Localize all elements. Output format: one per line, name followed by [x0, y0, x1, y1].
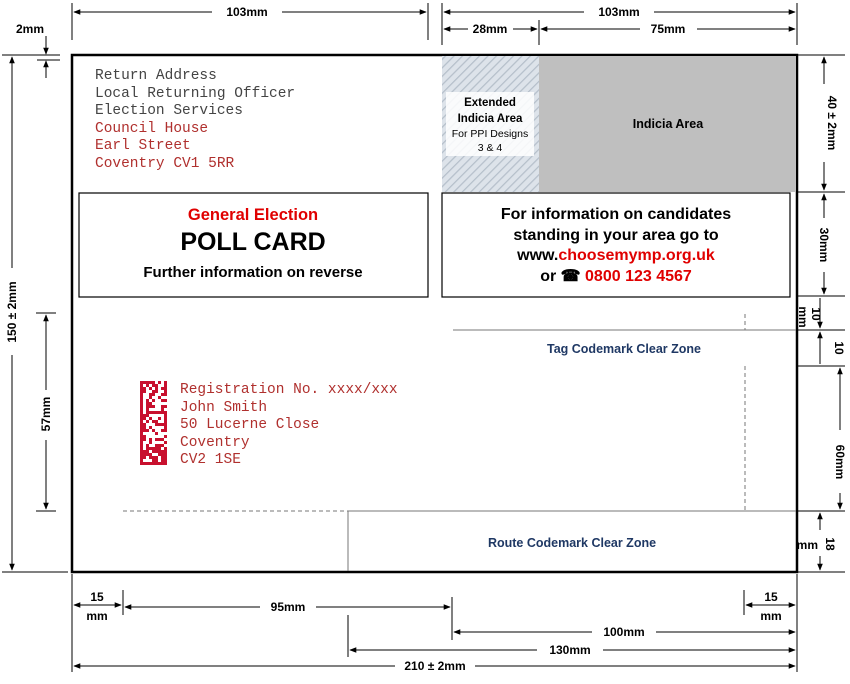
dimension-address-zone-height [833, 368, 847, 509]
svg-text:mm: mm [760, 609, 782, 623]
svg-text:10: 10 [809, 307, 823, 321]
svg-text:mm: mm [796, 306, 810, 328]
phone-icon: ☎ [560, 268, 581, 285]
extended-indicia-label-4: 3 & 4 [477, 142, 503, 154]
indicia-area-label: Indicia Area [632, 117, 704, 131]
svg-text:100mm: 100mm [603, 625, 645, 639]
svg-text:2mm: 2mm [16, 22, 45, 36]
dimension-top-right-width [442, 3, 797, 45]
svg-text:15: 15 [764, 590, 778, 604]
dimension-top-left-width [72, 3, 428, 40]
svg-text:Election Services: Election Services [95, 103, 243, 119]
svg-text:Coventry: Coventry [180, 435, 250, 451]
dimension-address-height [36, 313, 56, 511]
svg-text:40 ± 2mm: 40 ± 2mm [825, 95, 839, 151]
dimension-tag-zone-gaps [796, 298, 846, 366]
svg-text:CV2 1SE: CV2 1SE [180, 452, 241, 468]
dimension-card-width [74, 659, 795, 673]
svg-text:Registration No. xxxx/xxx: Registration No. xxxx/xxx [180, 382, 398, 398]
extended-indicia-label-3: For PPI Designs [451, 128, 529, 140]
svg-text:50 Lucerne Close: 50 Lucerne Close [180, 417, 320, 433]
dimension-top-margin [16, 22, 60, 78]
website-link[interactable]: www.choosemymp.org.uk [517, 247, 715, 264]
dimension-route-zone-height [797, 511, 845, 572]
svg-text:mm: mm [796, 538, 818, 552]
route-codemark-zone-label: Route Codemark Clear Zone [487, 536, 657, 550]
svg-text:60mm: 60mm [833, 444, 847, 480]
svg-text:130mm: 130mm [549, 643, 591, 657]
info-line-2: standing in your area go to [513, 227, 719, 244]
svg-text:210 ± 2mm: 210 ± 2mm [404, 659, 466, 673]
svg-text:Return Address: Return Address [95, 68, 217, 84]
svg-text:103mm: 103mm [226, 5, 268, 19]
svg-text:John Smith: John Smith [180, 400, 268, 416]
extended-indicia-label-2: Indicia Area [457, 113, 523, 125]
svg-text:28mm: 28mm [472, 22, 508, 36]
svg-text:Earl Street: Earl Street [95, 138, 191, 154]
svg-text:Local Returning Officer: Local Returning Officer [95, 86, 296, 102]
dimension-tag-zone-width [454, 625, 795, 639]
svg-text:95mm: 95mm [270, 600, 306, 614]
extended-indicia-label-1: Extended [464, 97, 516, 109]
dimension-route-zone-width [348, 615, 795, 657]
poll-card-subtitle: Further information on reverse [143, 264, 363, 281]
dimension-indicia-height [797, 55, 845, 192]
election-title: General Election [187, 206, 319, 224]
dimension-address-width [125, 597, 452, 640]
svg-text:Coventry CV1 5RR: Coventry CV1 5RR [95, 156, 235, 172]
tag-codemark-zone-label: Tag Codemark Clear Zone [547, 342, 701, 356]
dimension-card-height [2, 55, 68, 572]
svg-text:15: 15 [90, 590, 104, 604]
svg-text:57mm: 57mm [39, 396, 53, 432]
poll-card-title: POLL CARD [180, 228, 326, 256]
dimension-left-margin [72, 574, 123, 672]
svg-text:mm: mm [86, 609, 108, 623]
dimension-info-box-height [797, 194, 845, 296]
info-line-1: For information on candidates [500, 206, 732, 223]
svg-text:150 ± 2mm: 150 ± 2mm [5, 281, 19, 343]
svg-text:75mm: 75mm [650, 22, 686, 36]
svg-text:30mm: 30mm [817, 227, 831, 263]
phone-line: or ☎ 0800 123 4567 [540, 268, 692, 285]
svg-text:10: 10 [832, 341, 846, 355]
svg-text:18: 18 [823, 537, 837, 551]
dimension-right-margin [744, 574, 797, 672]
svg-text:Council House: Council House [95, 121, 209, 137]
svg-text:103mm: 103mm [598, 5, 640, 19]
